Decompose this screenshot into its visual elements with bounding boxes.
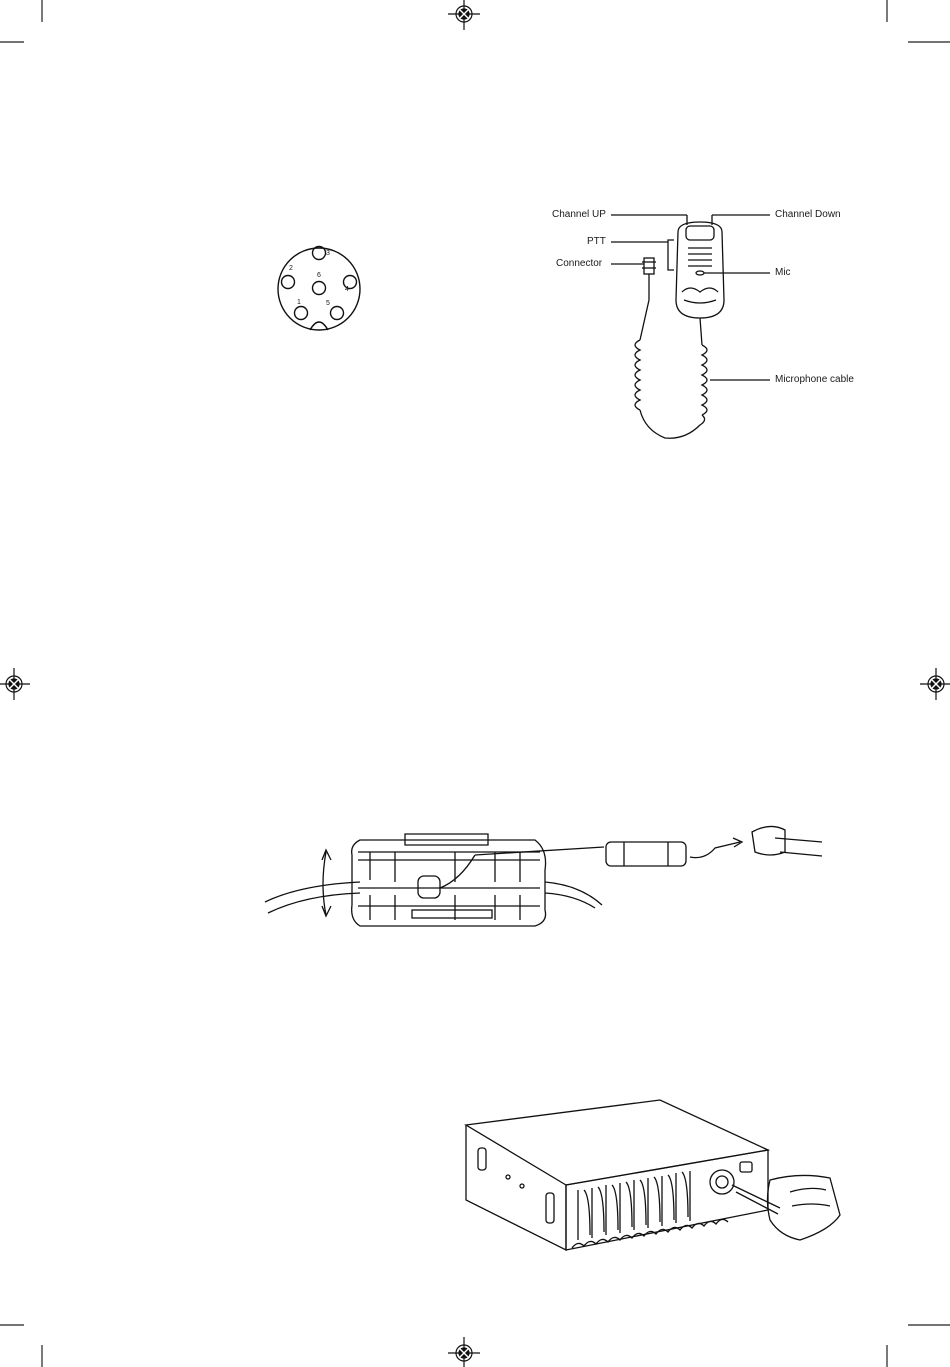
label-microphone-cable: Microphone cable [775,374,854,385]
label-channel-up: Channel UP [552,209,606,220]
pin-label-3: 3 [326,250,330,257]
pin-label-6: 6 [317,272,321,279]
label-ptt: PTT [587,236,606,247]
pin-label-5: 5 [326,300,330,307]
label-channel-down: Channel Down [775,209,841,220]
label-mic: Mic [775,267,791,278]
pin-label-1: 1 [297,299,301,306]
label-connector: Connector [556,258,603,269]
pin-label-4: 4 [345,286,349,293]
pin-label-2: 2 [289,265,293,272]
